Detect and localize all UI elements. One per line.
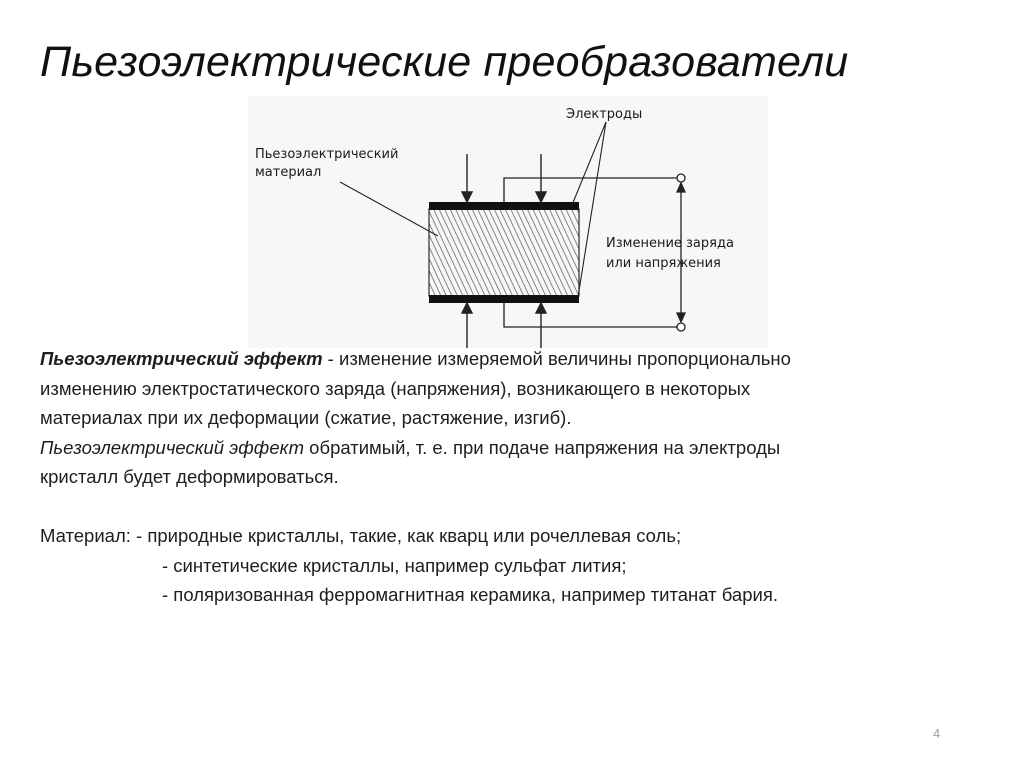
material-label-line1: Пьезоэлектрический	[255, 147, 399, 162]
materials-item-synthetic: - синтетические кристаллы, например сульфат лития;	[162, 554, 627, 576]
page-number: 4	[933, 726, 941, 741]
effect-definition-line-2: изменению электростатического заряда (напряжения), возникающего в некоторых	[40, 377, 751, 399]
top-terminal	[677, 174, 685, 182]
effect-definition-line-3: материалах при их деформации (сжатие, растяжение, изгиб).	[40, 407, 572, 428]
reversible-line-1	[40, 433, 1000, 463]
slide-body	[40, 344, 1000, 610]
materials-item-ceramic: - поляризованная ферромагнитная керамика, например титанат бария.	[162, 584, 778, 605]
effect-def-1: - изменение измеряемой величины пропорционально	[322, 348, 791, 369]
reversible-term: Пьезоэлектрический эффект	[40, 436, 305, 458]
effect-term: Пьезоэлектрический эффект	[40, 348, 323, 369]
piezo-material-block	[429, 209, 579, 296]
electrodes-label: Электроды	[566, 107, 643, 122]
change-label-line2: или напряжения	[606, 256, 721, 271]
bottom-electrode	[429, 295, 579, 303]
materials-intro: Материал: - природные кристаллы, такие, как кварц или рочеллевая соль;	[40, 525, 682, 546]
reversible-def-1: обратимый, т. е. при подаче напряжения на электроды	[304, 436, 781, 458]
material-label-line2: материал	[255, 165, 322, 180]
reversible-line-2: кристалл будет деформироваться.	[40, 466, 339, 487]
change-label-line1: Изменение заряда	[606, 236, 734, 251]
piezo-diagram-svg	[248, 96, 768, 348]
top-electrode	[429, 202, 579, 210]
slide-title: Пьезоэлектрические преобразователи	[40, 38, 849, 86]
effect-definition-line-1	[40, 344, 1000, 374]
bottom-terminal	[677, 323, 685, 331]
piezo-diagram	[248, 96, 768, 348]
